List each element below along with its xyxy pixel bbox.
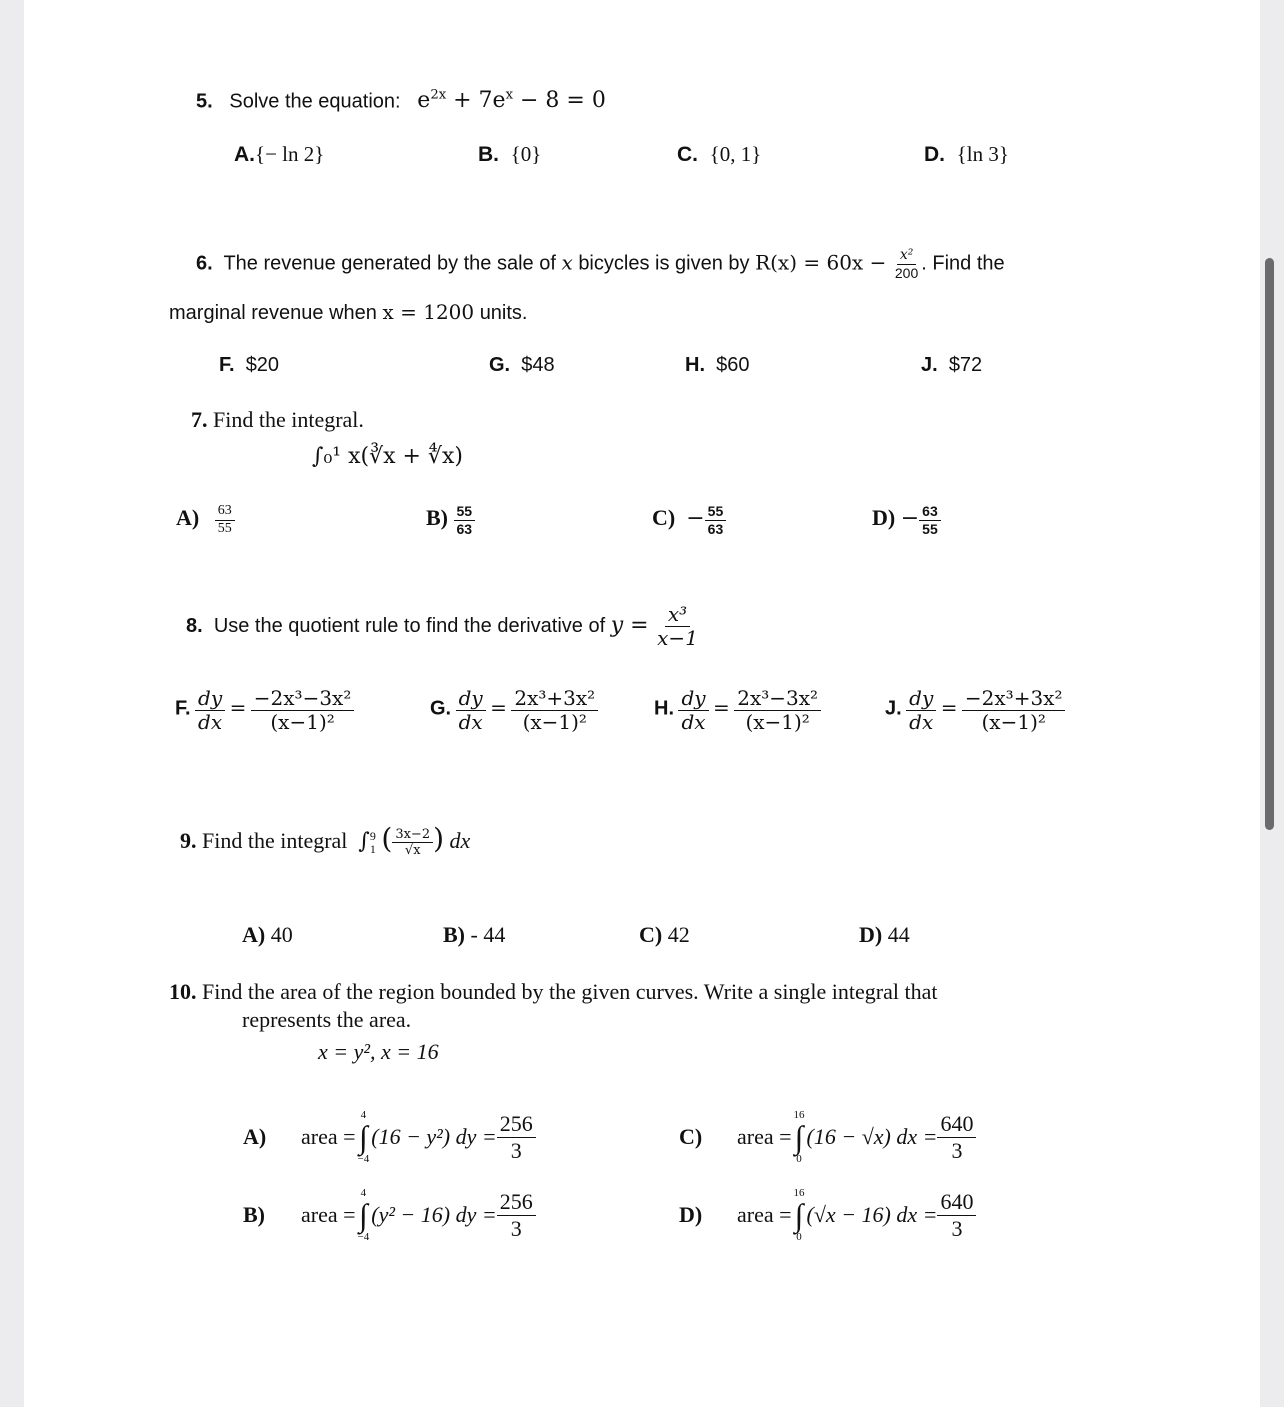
q8-option-j-den: (x−1)² xyxy=(981,710,1046,734)
q9-option-d-value: 44 xyxy=(887,922,910,947)
q5-text: Solve the equation: xyxy=(229,90,401,113)
q6-line2-eq: x = 1200 xyxy=(382,300,475,324)
question-10 xyxy=(169,979,938,1005)
q7-option-a-frac xyxy=(215,504,235,536)
q9-text: Find the integral xyxy=(202,828,348,853)
q10-line2: represents the area. xyxy=(242,1007,412,1032)
q10-option-b-lower: −4 xyxy=(357,1231,370,1243)
q5-option-a[interactable] xyxy=(234,142,324,167)
q10-option-c-integrand: (16 − √x) dx = xyxy=(806,1124,938,1149)
q7-option-b-label: B) xyxy=(426,505,448,531)
q8-option-f-den: (x−1)² xyxy=(270,710,335,734)
q10-option-b-area: area = xyxy=(301,1202,356,1227)
q7-number: 7. xyxy=(191,407,208,432)
q8-option-g-label: G. xyxy=(430,697,452,720)
q8-option-f-label: F. xyxy=(175,697,191,720)
q10-option-c-integral: 16 ∫ 0 xyxy=(793,1109,805,1165)
q7-option-a[interactable] xyxy=(176,504,235,536)
q9-option-c[interactable] xyxy=(639,922,690,948)
q10-option-b-num: 256 xyxy=(497,1190,536,1215)
q5-number: 5. xyxy=(196,90,213,113)
q9-option-a[interactable] xyxy=(242,922,293,948)
q10-option-d-integrand: (√x − 16) dx = xyxy=(806,1202,938,1227)
q10-option-a-frac xyxy=(497,1112,536,1161)
q7-text: Find the integral. xyxy=(213,407,364,432)
q6-option-g[interactable] xyxy=(489,354,555,377)
q8-lhs: y = xyxy=(610,612,649,638)
q10-option-a-den: 3 xyxy=(510,1137,522,1163)
q8-fraction xyxy=(654,604,701,649)
q8-option-h[interactable]: H. $\frac{dy}{dx}$ = $\frac{\text{2x³−3x²}}{\text{(x−1)²}}$ xyxy=(654,688,821,733)
q5-option-d[interactable] xyxy=(924,142,1009,167)
q10-option-a-upper: 4 xyxy=(360,1109,367,1121)
q5-option-b-value: {0} xyxy=(510,142,542,166)
q5-option-d-value: {ln 3} xyxy=(956,142,1009,166)
q9-limits xyxy=(370,830,376,856)
q7-option-b-frac xyxy=(454,504,476,536)
q8-option-j-label: J. xyxy=(885,697,902,720)
q6-line2-text: marginal revenue when xyxy=(169,302,377,324)
q6-text-c: . Find the xyxy=(921,252,1005,275)
q8-option-g-num: 2x³+3x² xyxy=(511,688,598,711)
q10-option-a-lower: −4 xyxy=(357,1153,370,1165)
q9-dx: dx xyxy=(449,828,471,853)
q9-option-c-label: C) xyxy=(639,922,663,947)
q10-option-b-frac xyxy=(497,1190,536,1239)
question-5 xyxy=(196,88,606,113)
q8-option-h-den: (x−1)² xyxy=(745,710,810,734)
q9-option-c-value: 42 xyxy=(667,922,690,947)
q8-option-j-frac xyxy=(962,688,1066,733)
q9-option-d-label: D) xyxy=(859,922,883,947)
q10-option-c-label: C) xyxy=(679,1124,703,1149)
q8-frac-den: x−1 xyxy=(657,626,698,650)
q9-number: 9. xyxy=(180,828,197,853)
q5-option-c-label: C. xyxy=(677,143,698,166)
q10-option-d-upper: 16 xyxy=(793,1187,805,1199)
q7-option-d-den: 55 xyxy=(922,520,938,537)
q10-option-a-area: area = xyxy=(301,1124,356,1149)
q9-option-a-value: 40 xyxy=(270,922,293,947)
q7-option-c-sign: − xyxy=(686,506,705,532)
q7-option-d-frac xyxy=(919,504,941,536)
q6-option-h-value: $60 xyxy=(716,354,750,376)
q8-option-g[interactable]: G. $\frac{dy}{dx}$ = $\frac{\text{2x³+3x²}}{\text{(x−1)²}}$ xyxy=(430,688,598,733)
q6-option-f-label: F. xyxy=(219,354,235,376)
q9-fraction xyxy=(392,828,433,858)
q7-option-a-den: 55 xyxy=(217,520,232,536)
q7-option-d-num: 63 xyxy=(919,504,941,521)
q6-line2 xyxy=(169,300,528,325)
q6-option-g-label: G. xyxy=(489,354,511,376)
q7-option-b[interactable] xyxy=(426,504,475,536)
q6-option-j[interactable] xyxy=(921,354,982,377)
q6-option-h[interactable] xyxy=(685,354,750,377)
q6-frac-num: x² xyxy=(897,248,917,265)
q8-option-f-frac xyxy=(251,688,355,733)
q10-option-a[interactable] xyxy=(243,1102,536,1172)
q9-option-b[interactable] xyxy=(443,922,505,948)
q10-option-c[interactable] xyxy=(679,1102,976,1172)
q10-option-d-frac xyxy=(937,1190,976,1239)
q10-option-a-label: A) xyxy=(243,1124,267,1149)
q7-option-d-label: D) xyxy=(872,505,896,531)
q7-option-d-sign: − xyxy=(900,506,920,532)
q8-option-j-num: −2x³+3x² xyxy=(962,688,1066,711)
q7-option-d[interactable] xyxy=(872,504,941,536)
q7-option-c-label: C) xyxy=(652,505,676,531)
q5-option-d-label: D. xyxy=(924,143,945,166)
q10-option-d-lower: 0 xyxy=(796,1231,802,1243)
q10-option-d[interactable] xyxy=(679,1180,976,1250)
q10-option-b-label: B) xyxy=(243,1202,265,1227)
q10-option-d-integral: 16 ∫ 0 xyxy=(793,1187,805,1243)
q7-option-c[interactable] xyxy=(652,504,726,536)
q9-frac-num: 3x−2 xyxy=(392,828,433,844)
q5-option-b-label: B. xyxy=(478,143,499,166)
q8-option-j-dydx: $\frac{dy}{dx}$ xyxy=(906,688,936,733)
q6-option-f[interactable] xyxy=(219,354,279,377)
q6-line2-units: units. xyxy=(479,302,528,324)
q5-equation: $e^{2x} + 7e^x - 8 = 0$ xyxy=(417,88,606,114)
q6-option-h-label: H. xyxy=(685,354,705,376)
q10-option-d-area: area = xyxy=(737,1202,792,1227)
q5-option-a-value: {− ln 2} xyxy=(255,142,325,166)
q6-fraction xyxy=(892,248,921,280)
q6-frac-den: 200 xyxy=(894,264,919,281)
q6-function: R(x) = 60x − xyxy=(755,250,887,275)
q5-option-c-value: {0, 1} xyxy=(709,142,762,166)
q9-lower: 1 xyxy=(369,841,376,856)
q8-text: Use the quotient rule to find the derivative of xyxy=(213,614,606,637)
q7-option-c-num: 55 xyxy=(705,504,727,521)
q10-option-d-den: 3 xyxy=(951,1215,963,1241)
q8-option-j[interactable]: J. $\frac{dy}{dx}$ = $\frac{\text{−2x³+3x²}}{\text{(x−1)²}}$ xyxy=(885,688,1065,733)
q10-number: 10. xyxy=(169,979,197,1004)
q6-option-g-value: $48 xyxy=(521,354,555,376)
q10-option-a-num: 256 xyxy=(497,1112,536,1137)
q10-option-d-num: 640 xyxy=(937,1190,976,1215)
q6-var-x: x xyxy=(561,250,573,275)
q7-option-a-label: A) xyxy=(176,505,200,531)
q10-option-c-upper: 16 xyxy=(793,1109,805,1121)
q7-option-a-num: 63 xyxy=(215,504,235,521)
q6-option-j-label: J. xyxy=(921,354,938,376)
q6-number: 6. xyxy=(196,252,213,275)
question-6 xyxy=(196,248,1005,280)
q10-curves: x = y², x = 16 xyxy=(318,1039,439,1064)
q10-option-b-den: 3 xyxy=(510,1215,522,1241)
q10-option-a-integrand: (16 − y²) dy = xyxy=(371,1124,497,1149)
q7-option-b-den: 63 xyxy=(456,520,473,537)
q8-option-f[interactable]: F. $\frac{dy}{dx}$ = $\frac{\text{−2x³−3x²}}{\text{(x−1)²}}$ xyxy=(175,688,354,733)
q10-option-c-num: 640 xyxy=(937,1112,976,1137)
q10-option-d-label: D) xyxy=(679,1202,703,1227)
q10-option-a-integral: 4 ∫ −4 xyxy=(357,1109,370,1165)
q6-option-f-value: $20 xyxy=(245,354,280,376)
q6-text-b: bicycles is given by xyxy=(578,252,750,275)
q6-text-a: The revenue generated by the sale of xyxy=(223,252,556,275)
q6-option-j-value: $72 xyxy=(948,354,983,376)
q9-option-b-value: - 44 xyxy=(470,922,506,947)
q9-option-d[interactable] xyxy=(859,922,910,948)
q9-option-a-label: A) xyxy=(242,922,266,947)
q10-option-b-integral: 4 ∫ −4 xyxy=(357,1187,370,1243)
q10-option-b[interactable] xyxy=(243,1180,536,1250)
q8-number: 8. xyxy=(186,614,203,637)
q7-option-c-den: 63 xyxy=(707,520,724,537)
q7-option-b-num: 55 xyxy=(454,504,476,521)
q5-option-a-label: A. xyxy=(234,143,255,166)
q9-option-b-label: B) xyxy=(443,922,465,947)
q5-option-c[interactable] xyxy=(677,142,761,167)
q10-option-c-lower: 0 xyxy=(796,1153,802,1165)
q8-frac-num: x³ xyxy=(665,604,690,627)
q7-option-c-frac xyxy=(705,504,727,536)
q7-integral: ∫₀¹ x(∛x + ∜x) xyxy=(312,444,463,469)
q8-option-h-num: 2x³−3x² xyxy=(734,688,821,711)
q8-option-h-frac xyxy=(734,688,821,733)
q10-option-b-integrand: (y² − 16) dy = xyxy=(371,1202,497,1227)
q10-option-b-upper: 4 xyxy=(360,1187,367,1199)
q8-option-g-den: (x−1)² xyxy=(522,710,587,734)
q10-line1: Find the area of the region bounded by the given curves. Write a single integral that xyxy=(202,979,938,1004)
q10-option-c-frac xyxy=(937,1112,976,1161)
q9-frac-den: √x xyxy=(404,843,421,859)
q10-option-c-den: 3 xyxy=(951,1137,963,1163)
question-7 xyxy=(191,407,364,433)
q10-option-c-area: area = xyxy=(737,1124,792,1149)
q8-option-f-num: −2x³−3x² xyxy=(251,688,355,711)
q8-option-g-frac xyxy=(511,688,598,733)
q5-option-b[interactable] xyxy=(478,142,541,167)
q8-option-g-dydx: $\frac{dy}{dx}$ xyxy=(456,688,486,733)
q8-option-h-dydx: $\frac{dy}{dx}$ xyxy=(678,688,708,733)
q9-upper: 9 xyxy=(369,828,376,843)
question-9: 9. Find the integral ∫ 9 1 ( $\frac{3x-2}{√x}$ ) dx xyxy=(180,822,471,859)
q8-option-f-dydx: $\frac{dy}{dx}$ xyxy=(195,688,225,733)
question-8 xyxy=(186,604,701,649)
q8-option-h-label: H. xyxy=(654,697,674,720)
scrollbar[interactable] xyxy=(1265,258,1274,830)
